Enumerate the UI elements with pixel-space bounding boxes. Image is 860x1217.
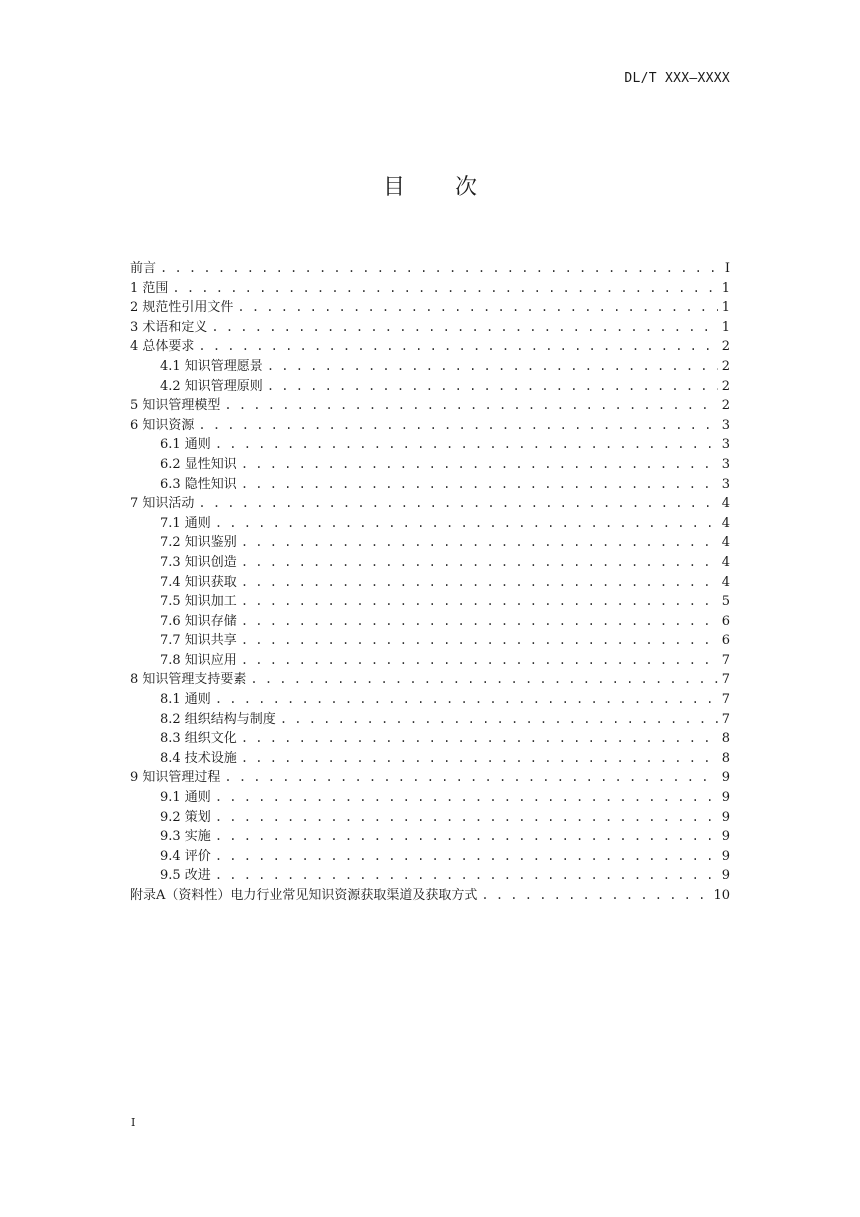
toc-dot-leader bbox=[241, 592, 718, 612]
toc-entry[interactable] bbox=[130, 670, 730, 690]
toc-dot-leader bbox=[198, 337, 717, 357]
toc-entry-page: 7 bbox=[721, 711, 730, 727]
toc-entry-page: 3 bbox=[721, 437, 730, 453]
toc-entry-label: 6 知识资源 bbox=[130, 417, 195, 433]
toc-entry-label: 7.6 知识存储 bbox=[160, 613, 237, 629]
toc-entry-label: 7.4 知识获取 bbox=[160, 574, 237, 590]
toc-entry-label: 7.5 知识加工 bbox=[160, 594, 237, 610]
toc-entry[interactable] bbox=[130, 729, 730, 749]
toc-dot-leader bbox=[215, 808, 718, 828]
toc-entry[interactable] bbox=[130, 553, 730, 573]
toc-entry-page: 9 bbox=[721, 848, 730, 864]
toc-entry-page: 3 bbox=[721, 456, 730, 472]
toc-entry[interactable] bbox=[130, 416, 730, 436]
toc-entry-page: 5 bbox=[721, 594, 730, 610]
toc-entry-page: 10 bbox=[713, 888, 730, 903]
toc-entry-label: 7.7 知识共享 bbox=[160, 633, 237, 649]
toc-entry-page: 2 bbox=[721, 398, 730, 414]
toc-entry[interactable] bbox=[130, 592, 730, 612]
toc-entry-label: 前言 bbox=[130, 261, 157, 276]
toc-entry-label: 1 范围 bbox=[130, 280, 169, 296]
toc-entry-label: 8 知识管理支持要素 bbox=[130, 672, 247, 688]
toc-entry-page: 2 bbox=[721, 378, 730, 394]
toc-entry[interactable] bbox=[130, 494, 730, 514]
toc-dot-leader bbox=[215, 514, 718, 534]
toc-entry-label: 2 规范性引用文件 bbox=[130, 300, 234, 316]
toc-entry[interactable] bbox=[130, 298, 730, 318]
toc-entry-label: 6.1 通则 bbox=[160, 437, 211, 453]
toc-entry-page: 9 bbox=[721, 790, 730, 806]
toc-entry-page: 1 bbox=[721, 319, 730, 335]
toc-dot-leader bbox=[160, 259, 721, 279]
toc-dot-leader bbox=[224, 396, 717, 416]
toc-dot-leader bbox=[241, 573, 718, 593]
toc-dot-leader bbox=[481, 886, 709, 906]
toc-dot-leader bbox=[280, 710, 718, 730]
toc-entry-label: 9.2 策划 bbox=[160, 809, 211, 825]
toc-entry-label: 9 知识管理过程 bbox=[130, 770, 221, 786]
toc-entry-label: 8.4 技术设施 bbox=[160, 750, 237, 766]
toc-entry-label: 9.5 改进 bbox=[160, 868, 211, 884]
toc-dot-leader bbox=[241, 533, 718, 553]
toc-entry-page: 6 bbox=[721, 613, 730, 629]
toc-entry-label: 8.1 通则 bbox=[160, 692, 211, 708]
toc-entry[interactable] bbox=[130, 808, 730, 828]
toc-entry-page: 4 bbox=[721, 554, 730, 570]
toc-entry-label: 9.4 评价 bbox=[160, 848, 211, 864]
toc-dot-leader bbox=[250, 670, 717, 690]
toc-entry-page: 7 bbox=[721, 692, 730, 708]
toc-dot-leader bbox=[211, 318, 717, 338]
toc-entry-page: 1 bbox=[721, 300, 730, 316]
toc-entry[interactable] bbox=[130, 651, 730, 671]
toc-entry-page: 7 bbox=[721, 652, 730, 668]
toc-entry-page: 3 bbox=[721, 417, 730, 433]
toc-entry-page: 4 bbox=[721, 574, 730, 590]
toc-entry-page: 2 bbox=[721, 339, 730, 355]
toc-entry[interactable] bbox=[130, 357, 730, 377]
toc-dot-leader bbox=[224, 768, 717, 788]
toc-entry-label: 8.2 组织结构与制度 bbox=[160, 711, 276, 727]
toc-entry-label: 3 术语和定义 bbox=[130, 319, 208, 335]
toc-entry-page: 9 bbox=[721, 809, 730, 825]
toc-entry[interactable] bbox=[130, 827, 730, 847]
toc-entry[interactable] bbox=[130, 533, 730, 553]
toc-dot-leader bbox=[267, 377, 718, 397]
toc-entry-label: 6.2 显性知识 bbox=[160, 456, 237, 472]
toc-entry-page: I bbox=[724, 261, 730, 276]
toc-entry-label: 7.8 知识应用 bbox=[160, 652, 237, 668]
toc-entry[interactable] bbox=[130, 749, 730, 769]
toc-dot-leader bbox=[267, 357, 718, 377]
toc-entry[interactable] bbox=[130, 377, 730, 397]
toc-dot-leader bbox=[241, 651, 718, 671]
toc-dot-leader bbox=[241, 455, 718, 475]
toc-entry-page: 8 bbox=[721, 750, 730, 766]
toc-dot-leader bbox=[237, 298, 717, 318]
toc-dot-leader bbox=[198, 416, 717, 436]
toc-entry-page: 6 bbox=[721, 633, 730, 649]
toc-entry-page: 9 bbox=[721, 770, 730, 786]
toc-dot-leader bbox=[215, 847, 718, 867]
toc-dot-leader bbox=[215, 866, 718, 886]
document-code: DL/T XXX—XXXX bbox=[624, 71, 730, 86]
toc-entry-label: 附录A（资料性）电力行业常见知识资源获取渠道及获取方式 bbox=[130, 888, 478, 903]
toc-entry-page: 2 bbox=[721, 358, 730, 374]
toc-dot-leader bbox=[241, 553, 718, 573]
toc-entry-page: 3 bbox=[721, 476, 730, 492]
toc-entry-page: 4 bbox=[721, 535, 730, 551]
toc-entry-label: 9.1 通则 bbox=[160, 790, 211, 806]
toc-entry[interactable] bbox=[130, 396, 730, 416]
toc-entry-page: 7 bbox=[721, 672, 730, 688]
toc-entry-page: 9 bbox=[721, 868, 730, 884]
toc-dot-leader bbox=[241, 729, 718, 749]
toc-entry[interactable] bbox=[130, 866, 730, 886]
toc-entry[interactable] bbox=[130, 337, 730, 357]
toc-entry[interactable] bbox=[130, 514, 730, 534]
toc-dot-leader bbox=[215, 827, 718, 847]
page-title: 目次 bbox=[382, 175, 527, 200]
toc-entry[interactable] bbox=[130, 435, 730, 455]
toc-dot-leader bbox=[241, 631, 718, 651]
table-of-contents bbox=[130, 259, 730, 906]
toc-entry-label: 5 知识管理模型 bbox=[130, 398, 221, 414]
toc-dot-leader bbox=[215, 788, 718, 808]
toc-dot-leader bbox=[241, 475, 718, 495]
toc-dot-leader bbox=[198, 494, 717, 514]
toc-entry-label: 7.3 知识创造 bbox=[160, 554, 237, 570]
toc-entry-page: 4 bbox=[721, 515, 730, 531]
toc-entry[interactable] bbox=[130, 318, 730, 338]
toc-entry[interactable] bbox=[130, 768, 730, 788]
toc-entry[interactable] bbox=[130, 259, 730, 279]
toc-entry-label: 7.1 通则 bbox=[160, 515, 211, 531]
toc-dot-leader bbox=[241, 612, 718, 632]
toc-dot-leader bbox=[215, 435, 718, 455]
toc-entry-label: 7 知识活动 bbox=[130, 496, 195, 512]
toc-entry[interactable] bbox=[130, 847, 730, 867]
toc-entry[interactable] bbox=[130, 612, 730, 632]
footer-page-number: I bbox=[131, 1116, 136, 1129]
toc-entry-label: 9.3 实施 bbox=[160, 829, 211, 845]
toc-entry-page: 4 bbox=[721, 496, 730, 512]
toc-entry-label: 4.2 知识管理原则 bbox=[160, 378, 263, 394]
toc-entry[interactable] bbox=[130, 788, 730, 808]
toc-entry[interactable] bbox=[130, 690, 730, 710]
toc-entry[interactable] bbox=[130, 279, 730, 299]
toc-entry[interactable] bbox=[130, 475, 730, 495]
toc-entry-label: 4.1 知识管理愿景 bbox=[160, 358, 263, 374]
toc-entry-page: 1 bbox=[721, 280, 730, 296]
toc-entry[interactable] bbox=[130, 631, 730, 651]
toc-entry[interactable] bbox=[130, 573, 730, 593]
toc-dot-leader bbox=[172, 279, 717, 299]
toc-entry-label: 4 总体要求 bbox=[130, 339, 195, 355]
toc-dot-leader bbox=[215, 690, 718, 710]
toc-entry-label: 6.3 隐性知识 bbox=[160, 476, 237, 492]
toc-entry-label: 7.2 知识鉴别 bbox=[160, 535, 237, 551]
toc-entry-label: 8.3 组织文化 bbox=[160, 731, 237, 747]
toc-entry-page: 9 bbox=[721, 829, 730, 845]
toc-entry-page: 8 bbox=[721, 731, 730, 747]
toc-entry[interactable] bbox=[130, 886, 730, 906]
toc-entry[interactable] bbox=[130, 710, 730, 730]
toc-dot-leader bbox=[241, 749, 718, 769]
toc-entry[interactable] bbox=[130, 455, 730, 475]
